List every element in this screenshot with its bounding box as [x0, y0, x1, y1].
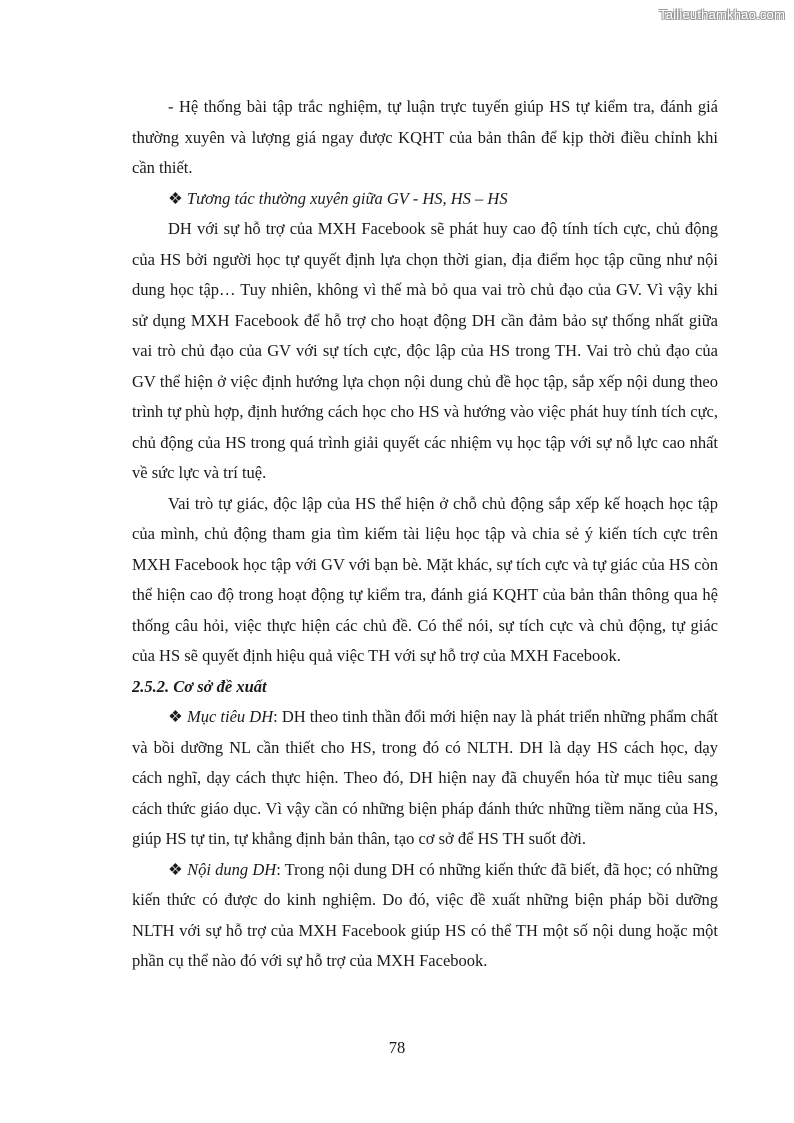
document-body: [132, 92, 718, 977]
paragraph-teaching-goal: [132, 702, 718, 855]
diamond-bullet-icon: ❖: [168, 707, 183, 726]
diamond-bullet-icon: ❖: [168, 188, 183, 208]
teaching-goal-text: : DH theo tinh thần đổi mới hiện nay là phát triển những phẩm chất và bồi dưỡng NL cần thiết cho HS, trong đó có NLTH. DH là dạy HS cách học, dạy cách nghĩ, dạy cách thực hiện. Theo đó, DH hiện nay đã chuyển hóa từ mục tiêu sang cách thức giáo dục. Vì vậy cần có những biện pháp đánh thức những tiềm năng của HS, giúp HS tự tin, tự khẳng định bản thân, tạo cơ sở để HS TH suốt đời.: [132, 707, 719, 848]
paragraph-student-role: Vai trò tự giác, độc lập của HS thể hiện ở chỗ chủ động sắp xếp kế hoạch học tập của mình, chủ động tham gia tìm kiếm tài liệu học tập và chia sẻ ý kiến tích cực trên MXH Facebook học tập với GV với bạn bè. Mặt khác, sự tích cực và tự giác của HS còn thể hiện cao độ trong hoạt động tự kiểm tra, đánh giá KQHT của bản thân thông qua hệ thống câu hỏi, việc thực hiện các chủ đề. Có thể nói, sự tích cực và chủ động, tự giác của HS sẽ quyết định hiệu quả việc TH với sự hỗ trợ của MXH Facebook.: [132, 493, 718, 665]
paragraph-teaching-content: [132, 855, 718, 977]
watermark: Tailieuthamkhao.com: [659, 7, 785, 22]
teaching-content-text: : Trong nội dung DH có những kiến thức đã biết, đã học; có những kiến thức có được do kinh nghiệm. Do đó, việc đề xuất những biện pháp bồi dưỡng NLTH với sự hỗ trợ của MXH Facebook giúp HS có thể TH một số nội dung hoặc một phần cụ thể nào đó với sự hỗ trợ của MXH Facebook.: [132, 859, 718, 970]
paragraph-facebook-support: DH với sự hỗ trợ của MXH Facebook sẽ phát huy cao độ tính tích cực, chủ động của HS bởi người học tự quyết định lựa chọn thời gian, địa điểm học tập cũng như nội dung học tập… Tuy nhiên, không vì thế mà bỏ qua vai trò chủ đạo của GV. Vì vậy khi sử dụng MXH Facebook để hỗ trợ cho hoạt động DH cần đảm bảo sự thống nhất giữa vai trò chủ đạo của GV với sự tích cực, độc lập của HS trong TH. Vai trò chủ đạo của GV thể hiện ở việc định hướng lựa chọn nội dung chủ đề học tập, sắp xếp nội dung theo trình tự phù hợp, định hướng cách học cho HS và hướng vào việc phát huy tính tích cực, chủ động của HS trong quá trình giải quyết các nhiệm vụ học tập với sự nỗ lực cao nhất về sức lực và trí tuệ.: [132, 219, 718, 482]
teaching-content-label: Nội dung DH: [187, 859, 277, 879]
page-number: 78: [388, 1038, 406, 1057]
bullet-interaction-title: [132, 184, 718, 215]
section-heading: 2.5.2. Cơ sở đề xuất: [132, 676, 267, 696]
bullet-title-text: Tương tác thường xuyên giữa GV - HS, HS – HS: [186, 188, 508, 208]
paragraph-exercise-system: - Hệ thống bài tập trắc nghiệm, tự luận trực tuyến giúp HS tự kiểm tra, đánh giá thường xuyên và lượng giá ngay được KQHT của bản thân để kịp thời điều chỉnh khi cần thiết.: [132, 97, 718, 177]
diamond-bullet-icon: ❖: [168, 859, 183, 879]
teaching-goal-label: Mục tiêu DH: [186, 707, 274, 726]
